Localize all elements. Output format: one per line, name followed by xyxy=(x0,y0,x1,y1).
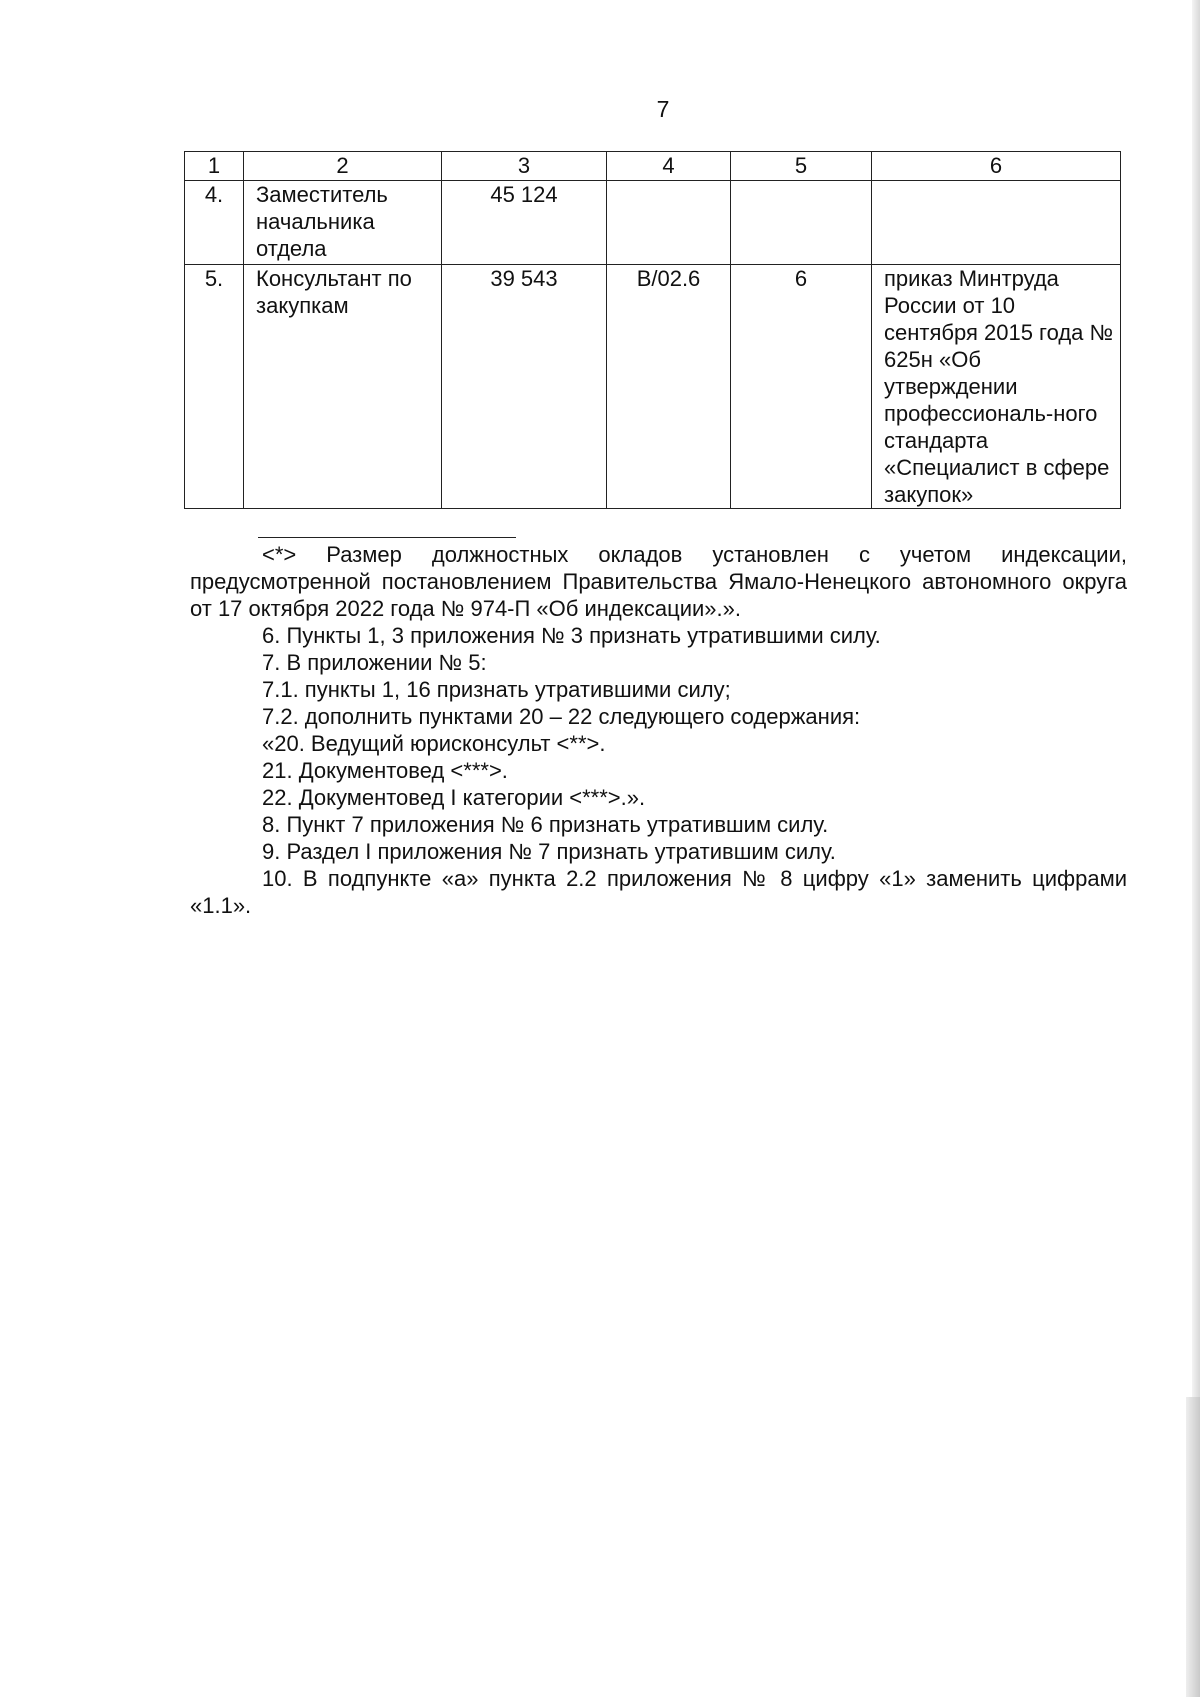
row-number: 4. xyxy=(185,181,244,265)
paragraph: 21. Документовед <***>. xyxy=(262,758,508,783)
header-cell: 2 xyxy=(244,152,442,181)
footnote-separator xyxy=(258,537,516,538)
header-cell: 5 xyxy=(731,152,872,181)
paragraph: 10. В подпункте «а» пункта 2.2 приложения № 8 цифру «1» заменить цифрами «1.1». xyxy=(190,866,1127,918)
page-number: 7 xyxy=(656,96,670,122)
paragraph: 9. Раздел I приложения № 7 признать утратившим силу. xyxy=(262,839,836,864)
position-title: Консультант по закупкам xyxy=(244,265,442,509)
paragraph: 6. Пункты 1, 3 приложения № 3 признать утратившими силу. xyxy=(262,623,881,648)
legal-basis: приказ Минтруда России от 10 сентября 2015 года № 625н «Об утверждении профессиональ-ного стандарта «Специалист в сфере закупок» xyxy=(872,265,1121,509)
qualification-level: 6 xyxy=(731,265,872,509)
paragraph: 7.1. пункты 1, 16 признать утратившими силу; xyxy=(262,677,731,702)
table-row xyxy=(185,181,1121,265)
header-cell: 1 xyxy=(185,152,244,181)
header-cell: 6 xyxy=(872,152,1121,181)
function-code: В/02.6 xyxy=(607,265,731,509)
qualification-level xyxy=(731,181,872,265)
document-body xyxy=(190,541,1127,919)
table-row xyxy=(185,265,1121,509)
legal-basis xyxy=(872,181,1121,265)
paragraph: 8. Пункт 7 приложения № 6 признать утратившим силу. xyxy=(262,812,829,837)
scan-edge-shadow xyxy=(1186,1397,1200,1697)
paragraph: 7.2. дополнить пунктами 20 – 22 следующего содержания: xyxy=(262,704,861,729)
position-title: Заместитель начальника отдела xyxy=(244,181,442,265)
staff-table xyxy=(184,151,1121,509)
paragraph: 22. Документовед I категории <***>.». xyxy=(262,785,646,810)
salary-value: 39 543 xyxy=(442,265,607,509)
header-cell: 4 xyxy=(607,152,731,181)
footnote-text: <*> Размер должностных окладов установлен с учетом индексации, предусмотренной постановлением Правительства Ямало-Ненецкого автономного округа от 17 октября 2022 года № 974-П «Об индексации».». xyxy=(190,542,1127,621)
salary-value: 45 124 xyxy=(442,181,607,265)
paragraph: 7. В приложении № 5: xyxy=(262,650,487,675)
paragraph: «20. Ведущий юрисконсульт <**>. xyxy=(262,731,606,756)
header-cell: 3 xyxy=(442,152,607,181)
row-number: 5. xyxy=(185,265,244,509)
table-header-row xyxy=(185,152,1121,181)
function-code xyxy=(607,181,731,265)
